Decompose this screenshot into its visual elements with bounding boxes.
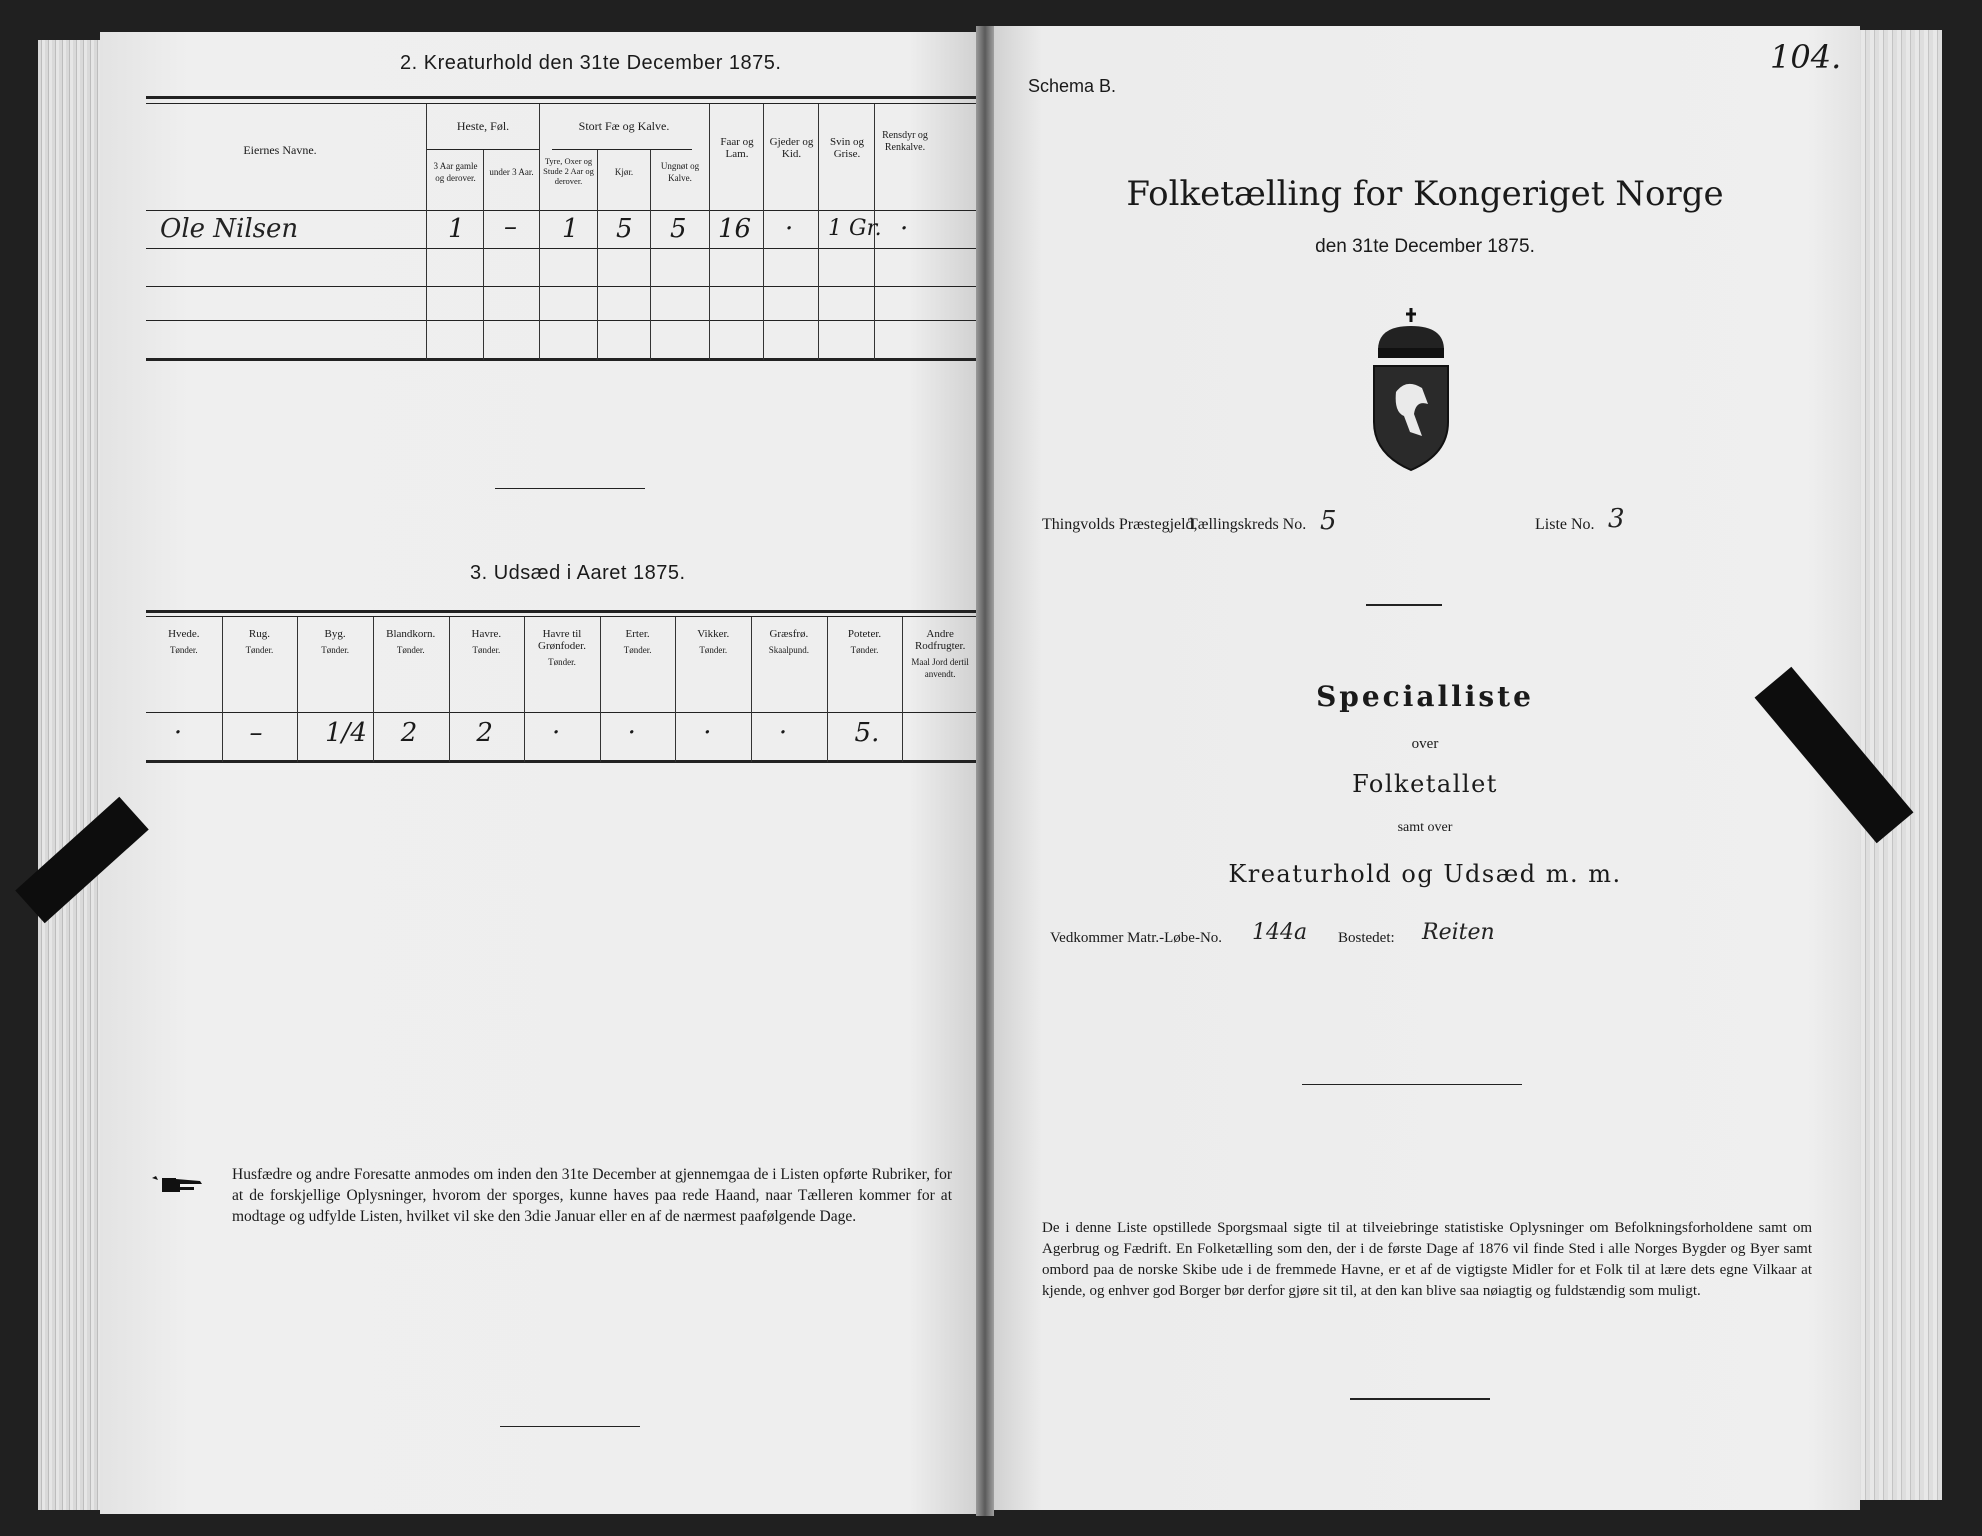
kreaturhold-text: Kreaturhold og Udsæd m. m. (1228, 860, 1622, 888)
seed-col-divider (600, 617, 601, 762)
seed-cell-value: · (778, 718, 788, 748)
col-horses-b: under 3 Aar. (489, 167, 534, 177)
bosted-value: Reiten (1422, 920, 1495, 945)
divider (495, 488, 645, 489)
seed-cell-value: – (249, 718, 263, 748)
footer-text: De i denne Liste opstillede Sporgsmaal sigte til at tilveiebringe statistiske Oplysninger om Befolkningsforholdene samt om Agerbrug og Fædrift. En Folketælling som den, der i de første Dage af 1876 vil finde Sted i alle Norges Bygder og Byer samt ombord paa de norske Skibe ude i de fremmede Havne, er et af de vigtigste Midler for et Folk til at lære dets egne Vilkaar at kjende, og enhver god Borger bør derfor gjøre sit til, at den kan blive saa nøiagtig og fuldstændig som muligt. (1042, 1220, 1812, 1299)
specialliste-heading: Specialliste (1316, 680, 1534, 713)
census-date: den 31te December 1875. (1315, 236, 1535, 257)
coat-of-arms-icon (1356, 304, 1466, 474)
section3-title: 3. Udsæd i Aaret 1875. (470, 562, 686, 584)
value-horses-a: 1 (448, 214, 465, 244)
seed-col-divider (373, 617, 374, 762)
col-pigs: Svin og Grise. (830, 136, 864, 160)
seed-col-header: Vikker. Tønder. (697, 628, 730, 655)
value-cattle-b: 5 (616, 214, 633, 244)
seed-cell-value: · (703, 718, 712, 748)
matr-value: 144a (1252, 920, 1308, 945)
seed-col-divider (751, 617, 752, 762)
seed-col-header: Erter. Tønder. (623, 628, 652, 655)
seed-col-divider (297, 617, 298, 762)
seed-cell-value: 2 (476, 718, 493, 748)
page-number: 104. (1770, 38, 1842, 76)
book-edge-left (38, 40, 108, 1510)
seed-cell-value: 2 (400, 718, 418, 748)
seed-col-header: Blandkorn. Tønder. (386, 628, 436, 655)
seed-col-divider (675, 617, 676, 762)
over-text: over (1411, 736, 1439, 752)
col-cattle-c: Ungnøt og Kalve. (660, 161, 700, 183)
seed-col-header: Poteter. Tønder. (847, 628, 882, 655)
col-reindeer: Rensdyr og Renkalve. (882, 130, 928, 153)
seed-col-header: Byg. Tønder. (321, 628, 349, 655)
seed-col-header: Andre Rodfrugter. Maal Jord dertil anvendt. (911, 628, 969, 679)
samt-over-text: samt over (1397, 820, 1453, 835)
value-cattle-c: 5 (670, 214, 687, 244)
divider-long (1302, 1084, 1522, 1085)
col-sheep: Faar og Lam. (720, 136, 754, 160)
col-horses-a: 3 Aar gamle og derover. (433, 161, 478, 183)
seed-col-divider (222, 617, 223, 762)
seed-col-header: Hvede. Tønder. (168, 628, 200, 655)
seed-cell-value: · (552, 718, 561, 748)
district-value: 5 (1320, 506, 1337, 536)
value-pigs: 1 Gr. (828, 216, 882, 241)
seed-col-header: Havre til Grønfoder. Tønder. (538, 628, 586, 667)
footer-divider (1350, 1398, 1490, 1400)
book-gutter (976, 26, 994, 1516)
col-horses: Heste, Føl. (456, 119, 510, 133)
value-sheep: 16 (718, 214, 752, 244)
seed-col-divider (524, 617, 525, 762)
right-page (990, 26, 1860, 1510)
pointing-hand-icon (150, 1170, 206, 1200)
matr-label: Vedkommer Matr.-Løbe-No. (1050, 930, 1223, 946)
value-reindeer: · (900, 214, 909, 244)
divider-short (1366, 604, 1442, 606)
seed-cell-value: 1/4 (325, 718, 367, 748)
list-label: Liste No. (1535, 516, 1595, 533)
folketallet-text: Folketallet (1352, 770, 1498, 798)
seed-cell-value: · (627, 718, 636, 748)
value-horses-b: – (504, 212, 517, 242)
seed-col-header: Havre. Tønder. (471, 628, 502, 655)
col-cattle: Stort Fæ og Kalve. (578, 119, 670, 133)
notice-text: Husfædre og andre Foresatte anmodes om inden den 31te December at gjennemgaa de i Listen opførte Rubriker, for at de forskjellige Oplysninger, hvorom der sporges, kunne haves paa rede Haand, naar Tælleren kommer for at modtage og udfylde Listen, hvilket vil ske den 3die Januar eller en af de nærmest paafølgende Dage. (232, 1166, 952, 1225)
seed-col-header: Græsfrø. Skaalpund. (768, 628, 810, 655)
col-goats: Gjeder og Kid. (769, 136, 814, 160)
seed-table-headers (146, 628, 978, 712)
schema-label: Schema B. (1028, 76, 1117, 96)
col-cattle-b: Kjør. (614, 167, 634, 177)
seed-table-row (146, 716, 978, 760)
col-owner: Eiernes Navne. (243, 143, 317, 157)
owner-name: Ole Nilsen (160, 214, 299, 244)
seed-col-divider (449, 617, 450, 762)
list-value: 3 (1608, 504, 1625, 534)
col-cattle-a: Tyre, Oxer og Stude 2 Aar og derover. (543, 156, 594, 186)
bottom-divider (500, 1426, 640, 1427)
section2-title: 2. Kreaturhold den 31te December 1875. (400, 52, 782, 74)
value-goats: · (785, 214, 794, 244)
left-page (100, 32, 980, 1514)
seed-cell-value: · (173, 718, 183, 748)
seed-col-divider (827, 617, 828, 762)
main-title: Folketælling for Kongeriget Norge (1126, 174, 1724, 214)
seed-col-header: Rug. Tønder. (245, 628, 274, 655)
value-cattle-a: 1 (562, 214, 579, 244)
seed-cell-value: 5. (854, 718, 880, 748)
parish-label: Thingvolds Præstegjeld, (1042, 516, 1198, 533)
district-label: Tællingskreds No. (1188, 516, 1307, 533)
bosted-label: Bostedet: (1338, 930, 1395, 946)
seed-col-divider (902, 617, 903, 762)
